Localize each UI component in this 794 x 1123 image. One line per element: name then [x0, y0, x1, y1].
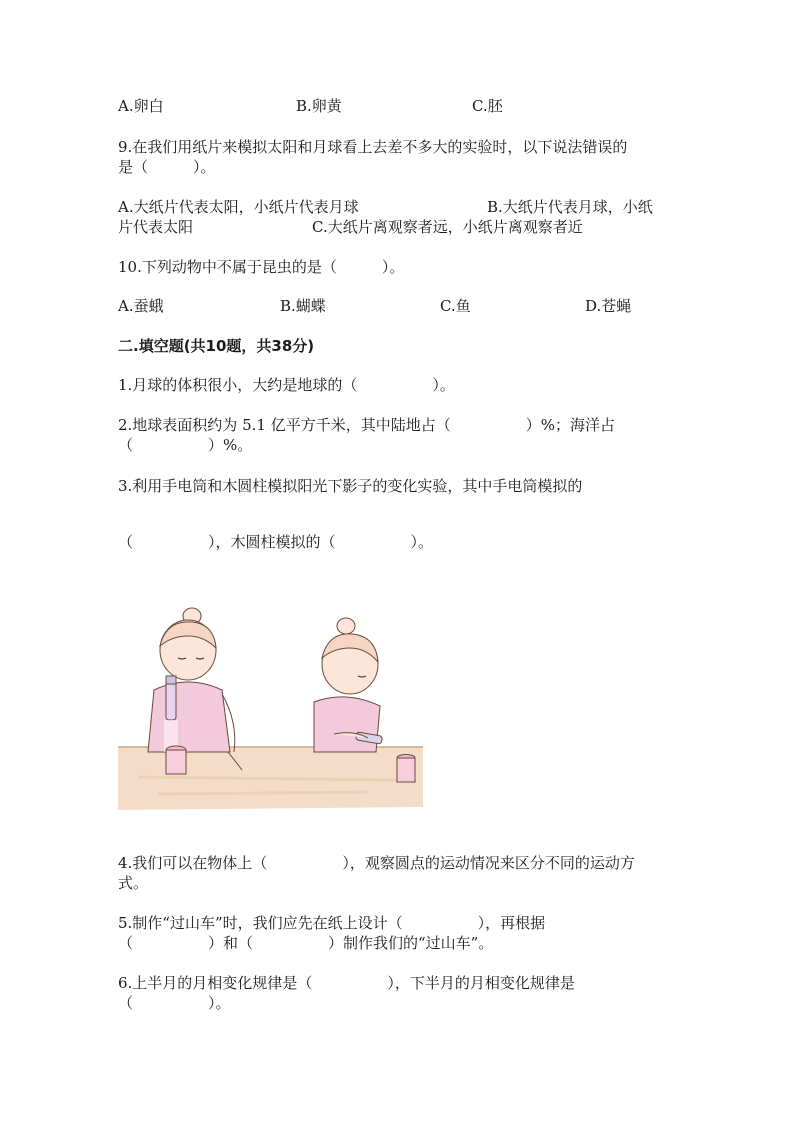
q10-stem: 10.下列动物中不属于昆虫的是（ ）。: [118, 258, 405, 276]
fill-q3-line2: （ ），木圆柱模拟的（ ）。: [118, 533, 434, 551]
fill-q3-line1: 3.利用手电筒和木圆柱模拟阳光下影子的变化实验，其中手电筒模拟的: [118, 477, 583, 495]
fill-q5-line2: （ ）和（ ）制作我们的“过山车”。: [118, 934, 494, 952]
q9-option-c: C.大纸片离观察者远，小纸片离观察者近: [312, 218, 583, 236]
q9-stem-line2: 是（ ）。: [118, 158, 216, 176]
experiment-illustration: [118, 602, 428, 812]
section-title: 二.填空题(共10题，共38分): [118, 337, 315, 355]
fill-q6-line2: （ ）。: [118, 994, 231, 1012]
q10-option-c: C.鱼: [440, 297, 471, 315]
fill-q6-line1: 6.上半月的月相变化规律是（ ），下半月的月相变化规律是: [118, 974, 575, 992]
q9-option-b-line1: B.大纸片代表月球，小纸: [487, 198, 653, 216]
q9-option-b-line2: 片代表太阳: [118, 218, 194, 236]
q8-option-b: B.卵黄: [296, 97, 342, 115]
fill-q1: 1.月球的体积很小，大约是地球的（ ）。: [118, 376, 455, 394]
q9-option-a: A.大纸片代表太阳，小纸片代表月球: [118, 198, 359, 216]
fill-q2-line1: 2.地球表面积约为 5.1 亿平方千米，其中陆地占（ ）%；海洋占: [118, 416, 615, 434]
q9-stem-line1: 9.在我们用纸片来模拟太阳和月球看上去差不多大的实验时，以下说法错误的: [118, 138, 628, 156]
fill-q4-line2: 式。: [118, 874, 149, 892]
q8-option-c: C.胚: [472, 97, 503, 115]
left-child-figure: [148, 608, 242, 774]
fill-q5-line1: 5.制作“过山车”时，我们应先在纸上设计（ ），再根据: [118, 914, 546, 932]
q10-option-b: B.蝴蝶: [280, 297, 326, 315]
q8-option-a: A.卵白: [118, 97, 164, 115]
q10-option-d: D.苍蝇: [585, 297, 632, 315]
fill-q2-line2: （ ）%。: [118, 436, 253, 454]
q10-option-a: A.蚕蛾: [118, 297, 164, 315]
fill-q4-line1: 4.我们可以在物体上（ ），观察圆点的运动情况来区分不同的运动方: [118, 854, 635, 872]
